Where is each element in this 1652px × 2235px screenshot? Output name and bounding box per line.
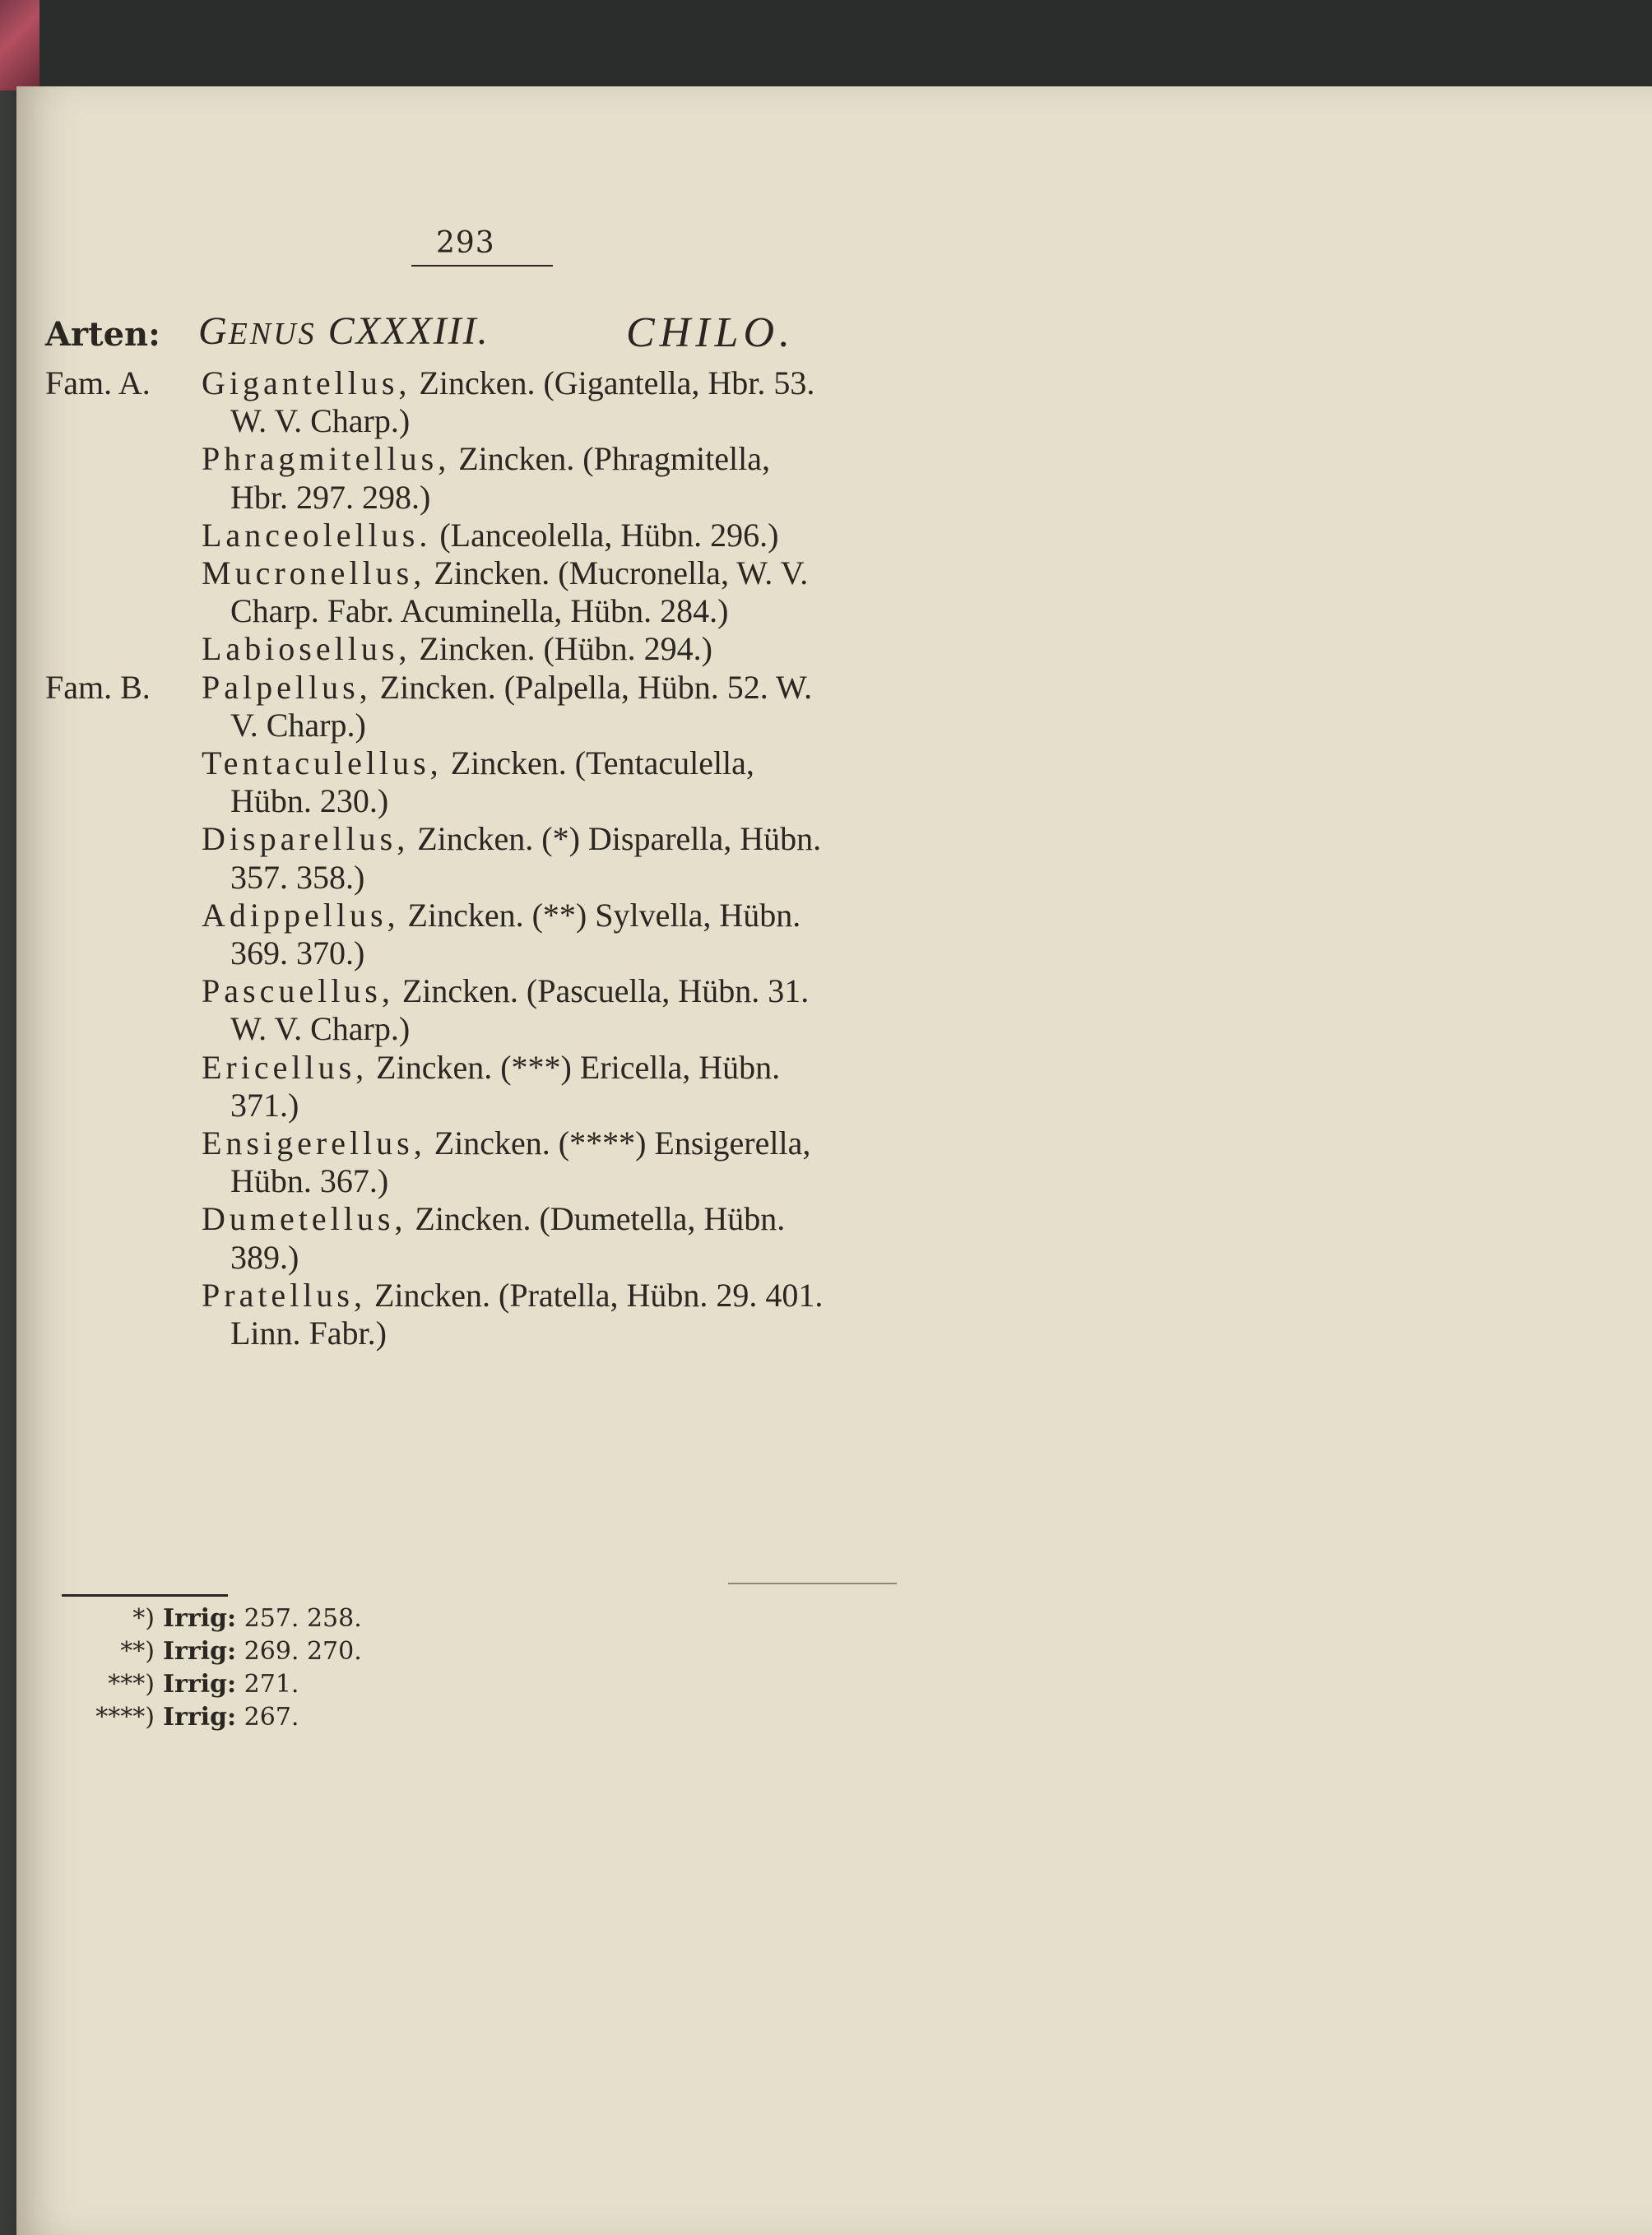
footnote-word: Irrig:: [163, 1670, 237, 1699]
species-name: Palpellus,: [202, 668, 372, 706]
page-number: 293: [436, 226, 495, 260]
species-entry-continuation: [230, 1236, 299, 1279]
footnote: [59, 1604, 362, 1633]
species-reference: Zincken. (Tentaculella,: [450, 744, 754, 781]
species-entry: [202, 628, 712, 670]
genus-word-rest: ENUS: [228, 317, 317, 351]
family-label: Fam. B.: [45, 668, 151, 706]
footnote-separator: [62, 1594, 228, 1597]
genus-numeral: CXXXIII.: [327, 309, 490, 353]
species-name: Gigantellus,: [202, 364, 411, 401]
species-entry-continuation: [230, 1160, 388, 1203]
species-name: Dumetellus,: [202, 1200, 407, 1238]
species-entry-continuation: [230, 1312, 387, 1355]
species-name: Ensigerellus,: [202, 1124, 426, 1162]
species-reference: Linn. Fabr.): [230, 1315, 387, 1352]
footnote-marker: *): [132, 1604, 155, 1633]
species-entry: [202, 970, 809, 1013]
species-reference: Zincken. (Gigantella, Hbr. 53.: [419, 364, 815, 401]
genus-name: CHILO.: [626, 309, 796, 356]
species-entry-continuation: [230, 932, 364, 975]
species-name: Tentaculellus,: [202, 744, 443, 781]
footnote-marker: ***): [108, 1670, 155, 1699]
species-reference: Zincken. (Pascuella, Hübn. 31.: [401, 972, 810, 1010]
species-reference: 369. 370.): [230, 934, 365, 971]
species-entry: [202, 552, 808, 595]
species-entry-continuation: [230, 1084, 299, 1127]
species-reference: Zincken. (Phragmitella,: [458, 440, 770, 478]
species-reference: Zincken. (Dumetella, Hübn.: [415, 1200, 786, 1238]
species-reference: Zincken. (*) Disparella, Hübn.: [417, 820, 822, 858]
species-entry: [202, 1198, 785, 1240]
species-entry-continuation: [230, 704, 366, 747]
genus-initial: G: [198, 309, 229, 353]
species-entry: [202, 1274, 823, 1317]
species-name: Disparellus,: [202, 820, 410, 858]
species-reference: Hübn. 367.): [230, 1162, 389, 1200]
species-entry: [202, 514, 778, 557]
species-name: Labiosellus,: [202, 630, 411, 668]
species-reference: W. V. Charp.): [230, 1010, 411, 1048]
species-entry: [202, 818, 821, 860]
species-entry-continuation: [230, 476, 430, 519]
species-reference: Zincken. (Hübn. 294.): [419, 630, 713, 668]
species-reference: Zincken. (Pratella, Hübn. 29. 401.: [374, 1276, 824, 1314]
footnote-word: Irrig:: [163, 1604, 237, 1633]
species-entry-continuation: [230, 856, 364, 899]
species-entry: [202, 362, 814, 405]
species-reference: (Lanceolella, Hübn. 296.): [439, 516, 779, 554]
species-entry-continuation: [230, 400, 410, 443]
species-reference: Hübn. 230.): [230, 782, 389, 820]
footnote-marker: ****): [95, 1703, 155, 1732]
species-entry: [202, 666, 812, 709]
footnote: [59, 1637, 362, 1666]
species-entry-continuation: [230, 780, 388, 823]
footnote: [59, 1670, 299, 1699]
species-reference: 371.): [230, 1086, 299, 1124]
species-entry-continuation: [230, 590, 728, 633]
species-name: Ericellus,: [202, 1048, 369, 1086]
species-name: Mucronellus,: [202, 554, 426, 591]
footnote-text: 271.: [244, 1670, 299, 1699]
species-name: Pratellus,: [202, 1276, 366, 1314]
species-reference: Zincken. (**) Sylvella, Hübn.: [407, 896, 801, 934]
faint-rule: [728, 1583, 897, 1584]
species-reference: Hbr. 297. 298.): [230, 478, 431, 516]
footnote-word: Irrig:: [163, 1703, 237, 1732]
family-label: Fam. A.: [45, 364, 151, 401]
species-name: Pascuellus,: [202, 972, 394, 1010]
species-entry: [202, 894, 800, 937]
footnote-text: 257. 258.: [244, 1604, 362, 1633]
species-name: Adippellus,: [202, 896, 400, 934]
species-reference: Zincken. (***) Ericella, Hübn.: [376, 1048, 781, 1086]
footnote-text: 269. 270.: [244, 1637, 362, 1666]
species-reference: Zincken. (****) Ensigerella,: [434, 1124, 811, 1162]
species-reference: Charp. Fabr. Acuminella, Hübn. 284.): [230, 592, 729, 630]
species-reference: 389.): [230, 1238, 299, 1276]
species-entry: [202, 742, 754, 785]
species-reference: W. V. Charp.): [230, 402, 411, 440]
footnote-text: 267.: [244, 1703, 299, 1732]
footnote-word: Irrig:: [163, 1637, 237, 1666]
footnote: [59, 1703, 299, 1732]
species-reference: Zincken. (Palpella, Hübn. 52. W.: [379, 668, 813, 706]
species-entry-continuation: [230, 1008, 410, 1050]
species-reference: Zincken. (Mucronella, W. V.: [434, 554, 809, 591]
species-reference: 357. 358.): [230, 858, 365, 896]
species-entry: [202, 1122, 810, 1165]
species-reference: V. Charp.): [230, 706, 366, 744]
species-entry: [202, 438, 770, 480]
footnote-marker: **): [120, 1637, 155, 1666]
species-name: Lanceolellus.: [202, 516, 432, 554]
heading-label: Arten:: [45, 315, 160, 354]
species-name: Phragmitellus,: [202, 440, 451, 478]
species-entry: [202, 1046, 780, 1089]
